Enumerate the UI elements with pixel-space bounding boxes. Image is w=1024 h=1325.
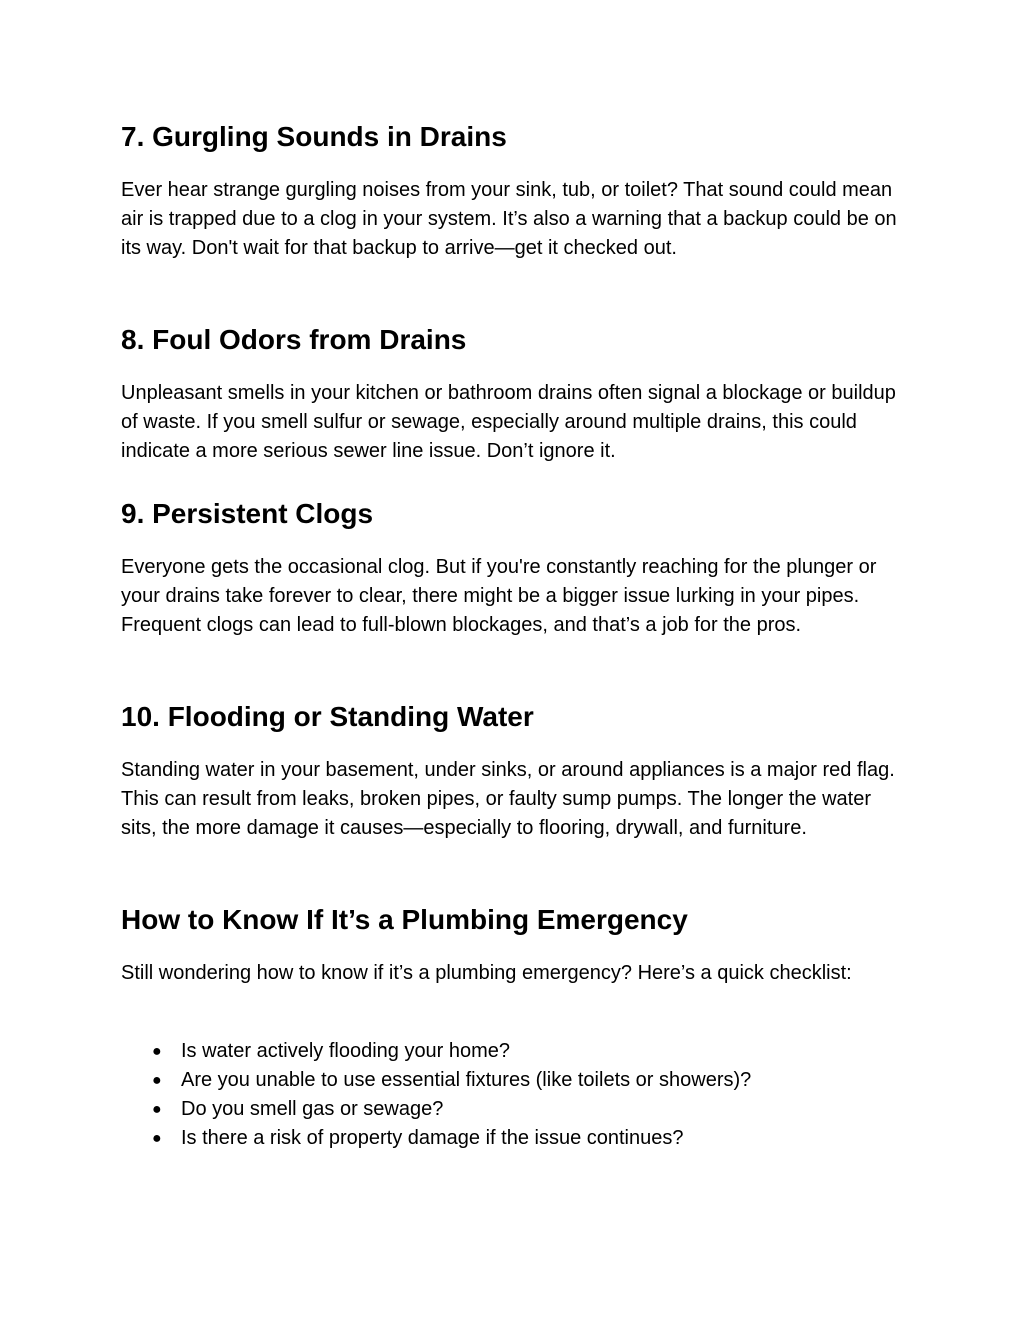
section-paragraph-gurgling-sounds: Ever hear strange gurgling noises from your sink, tub, or toilet? That sound could mean air is trapped due to a clog in your system. It’s also a warning that a backup could be on its way. Don't wait for that backup to arrive—get it checked out.	[121, 179, 897, 259]
list-item-text: Is there a risk of property damage if the issue continues?	[181, 1127, 684, 1149]
emergency-checklist	[121, 1037, 751, 1153]
section-heading-flooding: 10. Flooding or Standing Water	[121, 701, 534, 732]
bullet-icon: ●	[152, 1043, 162, 1060]
section-heading-emergency: How to Know If It’s a Plumbing Emergency	[121, 904, 688, 935]
bullet-icon: ●	[152, 1130, 162, 1147]
section-paragraph-flooding: Standing water in your basement, under sinks, or around appliances is a major red flag. This can result from leaks, broken pipes, or faulty sump pumps. The longer the water sits, the more damage it causes—especially to flooring, drywall, and furniture.	[121, 759, 895, 839]
section-heading-foul-odors: 8. Foul Odors from Drains	[121, 324, 467, 355]
section-paragraph-foul-odors: Unpleasant smells in your kitchen or bathroom drains often signal a blockage or buildup of waste. If you smell sulfur or sewage, especially around multiple drains, this could indicate a more serious sewer line issue. Don’t ignore it.	[121, 382, 896, 462]
section-heading-persistent-clogs: 9. Persistent Clogs	[121, 498, 374, 529]
list-item	[121, 1124, 751, 1153]
bullet-icon: ●	[152, 1072, 162, 1089]
list-item-text: Do you smell gas or sewage?	[181, 1098, 444, 1120]
list-item-text: Is water actively flooding your home?	[181, 1040, 511, 1062]
list-item-text: Are you unable to use essential fixtures (like toilets or showers)?	[181, 1069, 752, 1091]
section-heading-gurgling-sounds: 7. Gurgling Sounds in Drains	[121, 121, 507, 152]
list-item	[121, 1066, 751, 1095]
section-paragraph-persistent-clogs: Everyone gets the occasional clog. But if you're constantly reaching for the plunger or your drains take forever to clear, there might be a bigger issue lurking in your pipes. Frequent clogs can lead to full-blown blockages, and that’s a job for the pros.	[121, 556, 877, 636]
section-paragraph-emergency: Still wondering how to know if it’s a plumbing emergency? Here’s a quick checklist:	[121, 962, 852, 984]
list-item	[121, 1037, 751, 1066]
bullet-icon: ●	[152, 1101, 162, 1118]
list-item	[121, 1095, 751, 1124]
